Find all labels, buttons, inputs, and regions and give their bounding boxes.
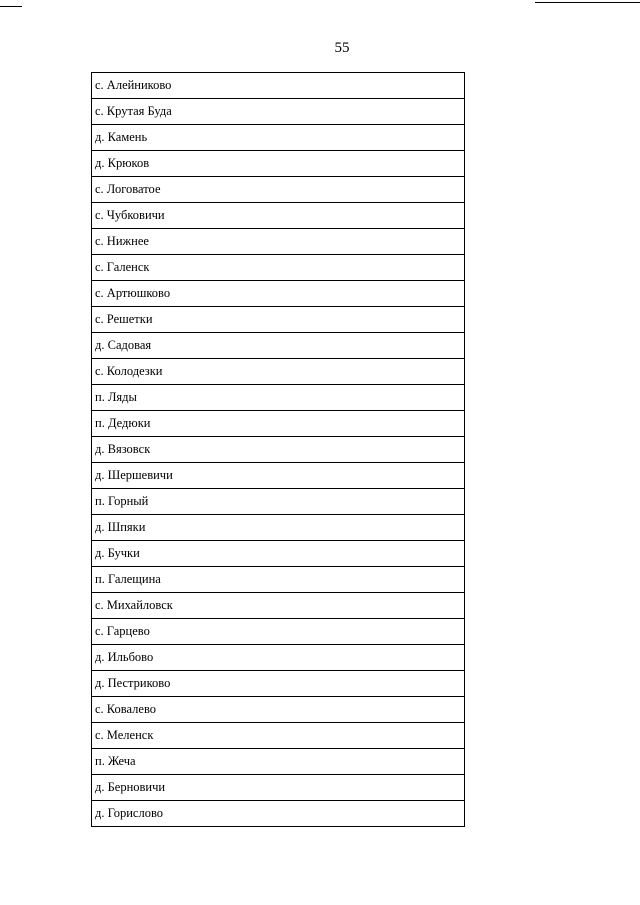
table-row: [92, 515, 465, 541]
table-row: [92, 541, 465, 567]
table-row: [92, 645, 465, 671]
settlement-name-cell: с. Артюшково: [92, 281, 465, 307]
settlement-name-cell: с. Нижнее: [92, 229, 465, 255]
settlement-name-cell: п. Галещина: [92, 567, 465, 593]
table-row: [92, 125, 465, 151]
table-row: [92, 723, 465, 749]
settlement-name-cell: п. Ляды: [92, 385, 465, 411]
table-row: [92, 697, 465, 723]
settlement-name-cell: с. Решетки: [92, 307, 465, 333]
table-row: [92, 593, 465, 619]
table-row: [92, 801, 465, 827]
settlement-name-cell: с. Меленск: [92, 723, 465, 749]
scan-edge-mark-left: [0, 6, 22, 7]
table-row: [92, 411, 465, 437]
table-row: [92, 333, 465, 359]
settlement-name-cell: д. Шпяки: [92, 515, 465, 541]
table-row: [92, 307, 465, 333]
scan-edge-mark-right: [535, 2, 640, 3]
settlement-name-cell: д. Шершевичи: [92, 463, 465, 489]
settlement-name-cell: д. Берновичи: [92, 775, 465, 801]
settlements-table: [91, 72, 465, 827]
table-row: [92, 775, 465, 801]
settlement-name-cell: д. Камень: [92, 125, 465, 151]
settlement-name-cell: д. Бучки: [92, 541, 465, 567]
table-row: [92, 73, 465, 99]
table-row: [92, 385, 465, 411]
settlement-name-cell: д. Вязовск: [92, 437, 465, 463]
page-number: 55: [334, 40, 350, 56]
table-row: [92, 151, 465, 177]
settlements-table-body: [92, 73, 465, 827]
settlement-name-cell: д. Крюков: [92, 151, 465, 177]
settlement-name-cell: с. Алейниково: [92, 73, 465, 99]
settlement-name-cell: с. Гарцево: [92, 619, 465, 645]
settlement-name-cell: с. Чубковичи: [92, 203, 465, 229]
settlement-name-cell: д. Пестриково: [92, 671, 465, 697]
settlement-name-cell: с. Ковалево: [92, 697, 465, 723]
settlement-name-cell: п. Горный: [92, 489, 465, 515]
settlement-name-cell: д. Садовая: [92, 333, 465, 359]
table-row: [92, 359, 465, 385]
settlement-name-cell: с. Колодезки: [92, 359, 465, 385]
table-row: [92, 463, 465, 489]
settlement-name-cell: с. Крутая Буда: [92, 99, 465, 125]
table-row: [92, 229, 465, 255]
settlement-name-cell: с. Логоватое: [92, 177, 465, 203]
settlement-name-cell: п. Дедюки: [92, 411, 465, 437]
table-row: [92, 255, 465, 281]
settlement-name-cell: с. Галенск: [92, 255, 465, 281]
table-row: [92, 437, 465, 463]
table-row: [92, 749, 465, 775]
table-row: [92, 177, 465, 203]
table-row: [92, 99, 465, 125]
settlement-name-cell: п. Жеча: [92, 749, 465, 775]
table-row: [92, 567, 465, 593]
table-row: [92, 281, 465, 307]
table-row: [92, 671, 465, 697]
table-row: [92, 203, 465, 229]
table-row: [92, 489, 465, 515]
settlement-name-cell: д. Ильбово: [92, 645, 465, 671]
settlement-name-cell: д. Горислово: [92, 801, 465, 827]
settlement-name-cell: с. Михайловск: [92, 593, 465, 619]
table-row: [92, 619, 465, 645]
